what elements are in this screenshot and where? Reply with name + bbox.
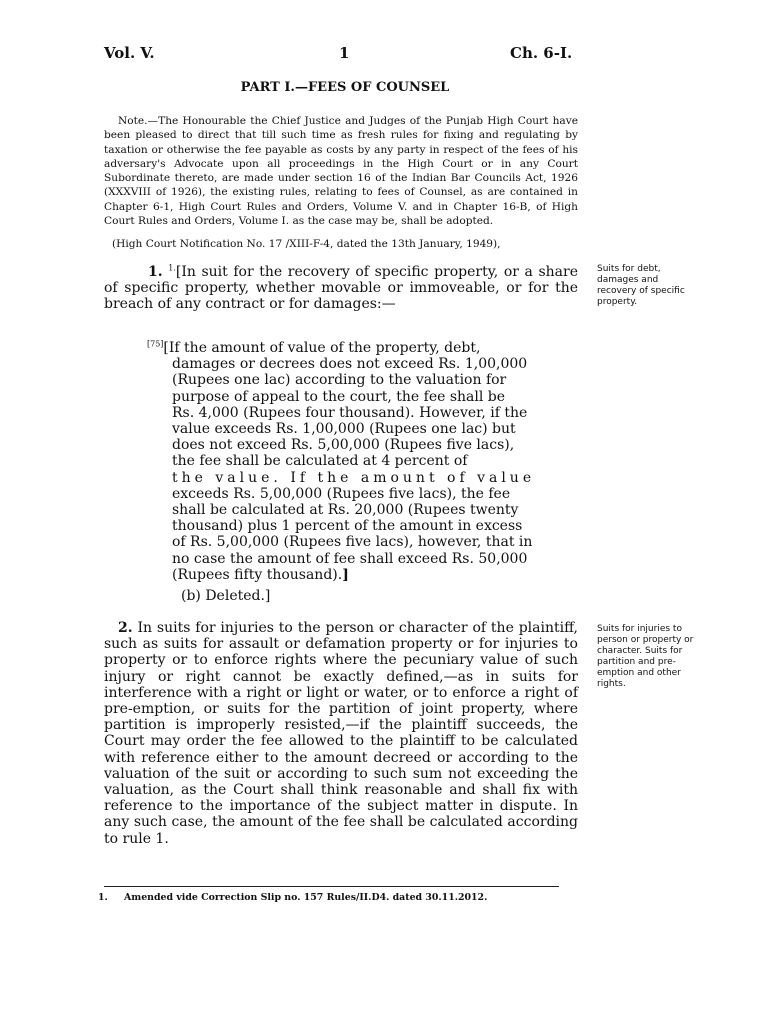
clause-a-line: does not exceed Rs. 5,00,000 (Rupees five lacs),	[172, 437, 515, 454]
clause-a-line: [75][If the amount of value of the property, debt,	[147, 339, 481, 356]
clause-a-line: of Rs. 5,00,000 (Rupees five lacs), however, that in	[172, 534, 533, 551]
margin-note-rule-1: Suits for debt, damages and recovery of specific property.	[597, 264, 685, 307]
footnote-divider	[104, 886, 559, 887]
rule-1-clause-a	[147, 340, 578, 583]
clause-a-line: Rs. 4,000 (Rupees four thousand). However, if the	[172, 404, 528, 421]
footnote	[98, 892, 487, 903]
clause-a-line: (Rupees fifty thousand).]	[172, 566, 349, 583]
note-paragraph	[104, 114, 578, 228]
chapter-label: Ch. 6-I.	[510, 44, 573, 62]
rule-1-number: 1. $^{1.}$	[148, 263, 176, 280]
note-text: Note.—The Honourable the Chief Justice and Judges of the Punjab High Court have been pleased to direct that till such time as fresh rules for fixing and regulating by taxation or otherwise the fee payable as costs by any party in respect of the fees of his adversary's Advocate upon all proceedings in the High Court or in any Court Subordinate thereto, are made under section 16 of the Indian Bar Councils Act, 1926 (XXXVIII of 1926), the existing rules, relating to fees of Counsel, as are contained in Chapter 6-1, High Court Rules and Orders, Volume V. and in Chapter 16-B, of High Court Rules and Orders, Volume I. as the case may be, shall be adopted.	[104, 115, 578, 228]
clause-a-line: damages or decrees does not exceed Rs. 1,00,000	[172, 356, 528, 373]
clause-a-line: exceeds Rs. 5,00,000 (Rupees five lacs), the fee	[172, 485, 511, 502]
rule-1-clause-b: (b) Deleted.]	[181, 588, 271, 604]
clause-a-line: thousand) plus 1 percent of the amount in excess	[172, 518, 523, 535]
clause-a-line: shall be calculated at Rs. 20,000 (Rupees twenty	[172, 502, 519, 519]
page-title: PART I.—FEES OF COUNSEL	[240, 80, 450, 95]
clause-a-ref: [75]	[147, 339, 164, 349]
rule-1-text: [In suit for the recovery of specific property, or a share of specific property, whether movable or immoveable, or for the breach of any contract or for damages:—	[104, 264, 578, 313]
notification-line: (High Court Notification No. 17 /XIII-F-4, dated the 13th January, 1949),	[112, 238, 501, 250]
clause-a-line: no case the amount of fee shall exceed Rs. 50,000	[172, 550, 528, 567]
footnote-text: Amended vide Correction Slip no. 157 Rules/II.D4. dated 30.11.2012.	[124, 892, 488, 903]
rule-2	[104, 620, 578, 847]
rule-2-number: 2.	[118, 620, 133, 636]
clause-a-line: the fee shall be calculated at 4 percent of	[172, 453, 468, 470]
volume-label: Vol. V.	[104, 44, 155, 62]
clause-a-line: (Rupees one lac) according to the valuation for	[172, 372, 507, 389]
rule-1	[104, 264, 578, 313]
margin-note-rule-2: Suits for injuries to person or property or character. Suits for partition and pre-emption and other rights.	[597, 624, 694, 689]
clause-a-line: the value. If the amount of value	[172, 469, 536, 486]
footnote-number: 1.	[98, 892, 108, 903]
page-number: 1	[339, 44, 350, 62]
rule-2-text: In suits for injuries to the person or character of the plaintiff, such as suits for assault or defamation property or for injuries to property or to enforce rights where the pecuniary value of such injury or right cannot be exactly defined,—as in suits for interference with a right or light or water, or to enforce a right of pre-emption, or suits for the partition of joint property, where partition is improperly resisted,—if the plaintiff succeeds, the Court may order the fee allowed to the plaintiff to be calculated with reference either to the amount decreed or according to the valuation of the suit or according to such sum not exceeding the valuation, as the Court shall think reasonable and shall fix with reference to the importance of the subject matter in dispute. In any such case, the amount of the fee shall be calculated according to rule 1.	[104, 620, 579, 847]
clause-a-line: value exceeds Rs. 1,00,000 (Rupees one lac) but	[172, 421, 516, 438]
clause-a-line: purpose of appeal to the court, the fee shall be	[172, 388, 506, 405]
footnote-ref: 1.	[168, 263, 176, 273]
